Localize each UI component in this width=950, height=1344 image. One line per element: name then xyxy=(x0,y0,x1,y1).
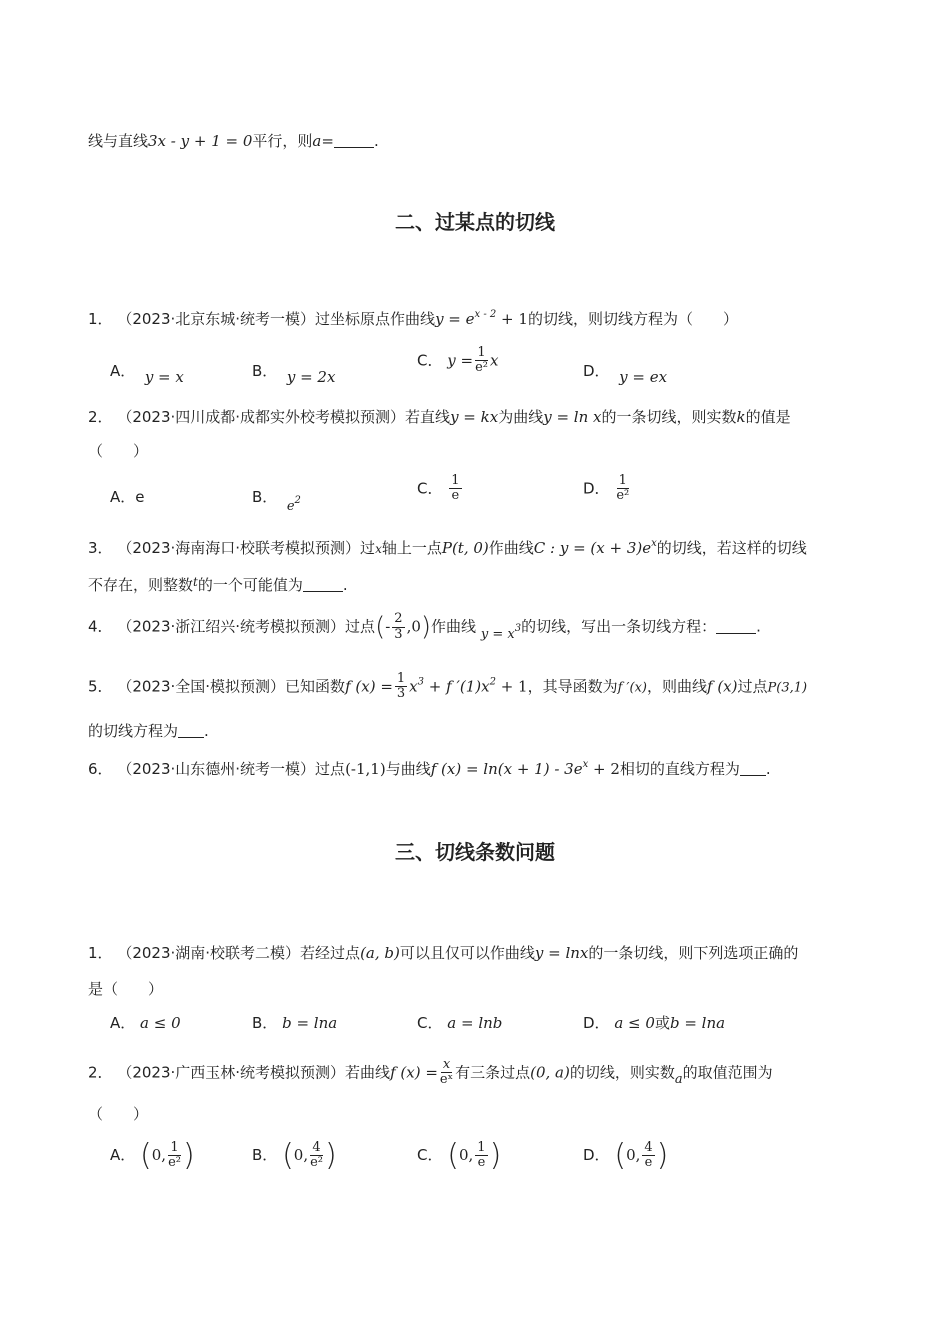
option-label: C． xyxy=(417,351,443,370)
option-label: C． xyxy=(417,1014,443,1032)
text: 不存在，则整数 xyxy=(88,576,194,594)
question-2-5 xyxy=(88,672,807,702)
answer-blank[interactable] xyxy=(740,761,766,776)
option-label: D． xyxy=(583,1014,610,1032)
question-2-3-cont xyxy=(88,574,348,595)
text: 的一条切线，则实数 xyxy=(601,408,737,426)
question-source: （2023·山东德州·统考一模） xyxy=(117,760,316,778)
exponent: 3 xyxy=(514,622,522,634)
function: f (x) = ln(x + 1) - 3e xyxy=(430,760,583,778)
option-a[interactable] xyxy=(110,1012,181,1033)
point: (a, b) xyxy=(360,944,400,962)
question-2-4: 4． （2023·浙江绍兴·统考模拟预测）过点(- $\frac{2}{3}$ ,0)作曲线 $y = x^3$的切线，写出一条切线方程： . xyxy=(88,611,761,642)
term: x xyxy=(409,677,418,696)
question-2-2-paren: （ ） xyxy=(88,442,149,460)
point-p: P(t, 0) xyxy=(441,539,489,557)
option-expr: b = lna xyxy=(282,1014,338,1032)
option-expr: 0, xyxy=(626,1146,641,1164)
text: 线与直线 xyxy=(88,132,149,150)
answer-blank[interactable] xyxy=(334,133,374,148)
fraction-denominator: 3 xyxy=(394,626,403,642)
option-label: A． xyxy=(110,1146,136,1164)
option-label: A． xyxy=(110,488,136,506)
fraction-numerator: 1 xyxy=(451,473,460,488)
fraction-denominator: e² xyxy=(475,360,488,376)
option-c[interactable]: C． (0, $\frac{1}{e}$ ) xyxy=(417,1138,502,1173)
option-b[interactable] xyxy=(252,1012,337,1033)
term: + f ′(1)x xyxy=(424,677,490,696)
exponent: x xyxy=(582,759,589,770)
option-expr: 0, xyxy=(293,1146,309,1164)
period: . xyxy=(342,576,348,594)
text: 若直线 xyxy=(405,408,451,426)
fraction-denominator: e² xyxy=(168,1155,181,1170)
question-source: （2023·浙江绍兴·统考模拟预测） xyxy=(117,617,346,636)
var-a: a xyxy=(312,132,322,150)
question-3-1-cont: 是（ ） xyxy=(88,980,164,998)
option-label: A． xyxy=(110,1014,136,1032)
equals: = xyxy=(321,132,334,150)
option-expr: 0, xyxy=(458,1146,474,1164)
option-expr: e xyxy=(286,499,295,514)
text: 的一条切线，则下列选项正确的 xyxy=(588,944,799,962)
exponent: x xyxy=(651,538,657,549)
curve: y = x xyxy=(480,626,515,642)
question-source: （2023·广西玉林·统考模拟预测） xyxy=(117,1063,346,1082)
intro-line xyxy=(88,130,379,151)
question-3-2 xyxy=(88,1058,773,1088)
fraction-denominator: e xyxy=(477,1155,486,1170)
text: 的切线，则切线方程为（ ） xyxy=(527,310,738,328)
period: . xyxy=(756,617,761,636)
option-label: D． xyxy=(583,1146,610,1164)
text: 的切线，写出一条切线方程： xyxy=(521,617,717,636)
option-expr: y = xyxy=(447,351,474,370)
text: 若曲线 xyxy=(345,1063,391,1082)
fraction-denominator: e xyxy=(451,488,460,504)
option-a[interactable] xyxy=(110,486,145,507)
period: . xyxy=(765,760,771,778)
option-d[interactable] xyxy=(583,360,668,386)
option-d[interactable]: D． (0, $\frac{4}{e}$ ) xyxy=(583,1138,669,1173)
option-a[interactable]: A． (0, $\frac{1}{\text{e²}}$ ) xyxy=(110,1138,195,1173)
question-source: （2023·海南海口·校联考模拟预测） xyxy=(117,539,361,557)
fraction-numerator: 4 xyxy=(644,1139,653,1155)
section-title: 二、过某点的切线 xyxy=(395,210,555,234)
text: 相切的直线方程为 xyxy=(619,760,740,778)
text: 作曲线 xyxy=(488,539,534,557)
text: ，则曲线 xyxy=(646,677,707,696)
fraction-denominator: e xyxy=(644,1155,653,1170)
exponent: 2 xyxy=(294,495,301,506)
answer-blank[interactable] xyxy=(303,577,343,592)
var-x: x xyxy=(375,542,382,556)
fraction-denominator: e² xyxy=(310,1155,324,1170)
text: 作曲线 xyxy=(431,617,477,636)
fraction-denominator: e² xyxy=(616,488,630,504)
question-2-5-cont xyxy=(88,720,209,741)
fraction-numerator: x xyxy=(442,1057,451,1072)
option-expr: 0, xyxy=(151,1146,167,1164)
point: (0, a) xyxy=(530,1063,570,1082)
fraction-denominator: 3 xyxy=(396,686,406,702)
question-3-1 xyxy=(88,942,798,963)
option-expr: a = lnb xyxy=(447,1014,503,1032)
option-c[interactable] xyxy=(417,346,498,376)
text: 的切线，则实数 xyxy=(569,1063,675,1082)
curve: C : y = (x + 3)e xyxy=(533,539,652,557)
option-label: B． xyxy=(252,488,278,506)
text: 若经过点 xyxy=(300,944,361,962)
minus: - xyxy=(385,617,391,636)
question-number: 5． xyxy=(88,677,113,696)
text: 的切线，若这样的切线 xyxy=(656,539,807,557)
derivative: f ′(x) xyxy=(617,680,647,696)
question-source: （2023·北京东城·统考一模） xyxy=(117,310,316,328)
option-label: B． xyxy=(252,362,278,380)
question-number: 3． xyxy=(88,539,113,557)
question-3-2-paren: （ ） xyxy=(88,1105,149,1123)
option-b[interactable] xyxy=(252,486,301,514)
option-expr: a ≤ 0 xyxy=(614,1014,655,1032)
option-label: D． xyxy=(583,479,610,498)
term: + 1 xyxy=(495,677,528,696)
term: + 2 xyxy=(588,760,620,778)
question-2-3 xyxy=(88,537,807,558)
option-expr: y = x xyxy=(144,368,184,386)
fraction-numerator: 4 xyxy=(312,1139,321,1155)
fraction-numerator: 1 xyxy=(396,671,406,686)
period: . xyxy=(204,722,209,740)
question-number: 1． xyxy=(88,944,113,962)
option-expr: x xyxy=(489,351,499,370)
curve: y = e xyxy=(435,310,475,328)
option-b[interactable] xyxy=(252,360,336,386)
curve: y = lnx xyxy=(534,944,589,962)
function-lhs: f (x) = xyxy=(345,677,393,696)
section-title: 三、切线条数问题 xyxy=(395,840,555,864)
question-number: 2． xyxy=(88,408,113,426)
fraction-numerator: 2 xyxy=(394,611,403,627)
exponent: 2 xyxy=(489,676,496,688)
fraction-numerator: 1 xyxy=(477,345,486,360)
option-expr: a ≤ 0 xyxy=(140,1014,181,1032)
option-expr: e xyxy=(135,488,145,506)
fraction-denominator: eˣ xyxy=(439,1072,454,1088)
point: (-1,1) xyxy=(345,760,386,778)
option-expr: y = ex xyxy=(619,368,668,386)
text: 过点 xyxy=(315,760,346,778)
exponent: 3 xyxy=(417,676,425,688)
option-a[interactable] xyxy=(110,360,184,386)
question-2-1 xyxy=(88,308,738,329)
option-c[interactable] xyxy=(417,1012,502,1033)
question-number: 1． xyxy=(88,310,113,328)
fraction-numerator: 1 xyxy=(170,1139,179,1155)
text: 的切线方程为 xyxy=(88,722,179,740)
fraction-numerator: 1 xyxy=(477,1139,486,1155)
question-2-6 xyxy=(88,758,771,779)
text: 已知函数 xyxy=(285,677,346,696)
option-label: B． xyxy=(252,1146,278,1164)
point-rest: ,0 xyxy=(406,617,421,636)
answer-blank[interactable] xyxy=(716,619,756,634)
question-source: （2023·四川成都·成都实外校考模拟预测） xyxy=(117,408,406,426)
line-equation: 3x - y + 1 = 0 xyxy=(148,132,253,150)
text: 过坐标原点作曲线 xyxy=(315,310,436,328)
question-number: 4． xyxy=(88,617,113,636)
text: 过点 xyxy=(737,677,768,696)
text: 或 xyxy=(654,1014,670,1032)
text: 的取值范围为 xyxy=(682,1063,773,1082)
option-label: C． xyxy=(417,1146,443,1164)
question-number: 2． xyxy=(88,1063,113,1082)
var-t: t xyxy=(193,575,198,589)
function: f (x) xyxy=(707,677,738,696)
option-label: C． xyxy=(417,479,443,498)
option-label: D． xyxy=(583,362,610,380)
text: 过 xyxy=(360,539,376,557)
text: 可以且仅可以作曲线 xyxy=(399,944,535,962)
text: 与曲线 xyxy=(385,760,431,778)
option-d[interactable] xyxy=(583,1012,725,1033)
line-expr: y = kx xyxy=(450,408,499,426)
option-expr: b = lna xyxy=(669,1014,726,1032)
fraction-numerator: 1 xyxy=(618,473,627,488)
period: . xyxy=(373,132,379,150)
text: 有三条过点 xyxy=(455,1063,531,1082)
var-a: a xyxy=(674,1072,683,1088)
text: ，其导函数为 xyxy=(527,677,618,696)
option-label: A． xyxy=(110,362,136,380)
exponent: x - 2 xyxy=(474,309,497,320)
option-expr: y = 2x xyxy=(286,368,336,386)
var-k: k xyxy=(736,408,746,426)
option-c[interactable] xyxy=(417,474,464,504)
text: 的值是 xyxy=(745,408,791,426)
text: 轴上一点 xyxy=(381,539,442,557)
curve: y = ln x xyxy=(543,408,602,426)
curve-tail: + 1 xyxy=(496,310,528,328)
option-b[interactable]: B． (0, $\frac{4}{\text{e²}}$ ) xyxy=(252,1138,337,1173)
question-2-2 xyxy=(88,406,791,427)
option-label: B． xyxy=(252,1014,278,1032)
question-number: 6． xyxy=(88,760,113,778)
text: 的一个可能值为 xyxy=(197,576,303,594)
text: 平行，则 xyxy=(252,132,313,150)
point-p: P(3,1) xyxy=(767,680,808,696)
function-lhs: f (x) = xyxy=(390,1063,438,1082)
text: 过点 xyxy=(345,617,376,636)
text: 为曲线 xyxy=(498,408,544,426)
answer-blank[interactable] xyxy=(178,723,204,738)
question-source: （2023·湖南·校联考二模） xyxy=(117,944,301,962)
option-d[interactable] xyxy=(583,474,631,504)
question-source: （2023·全国·模拟预测） xyxy=(117,677,286,696)
